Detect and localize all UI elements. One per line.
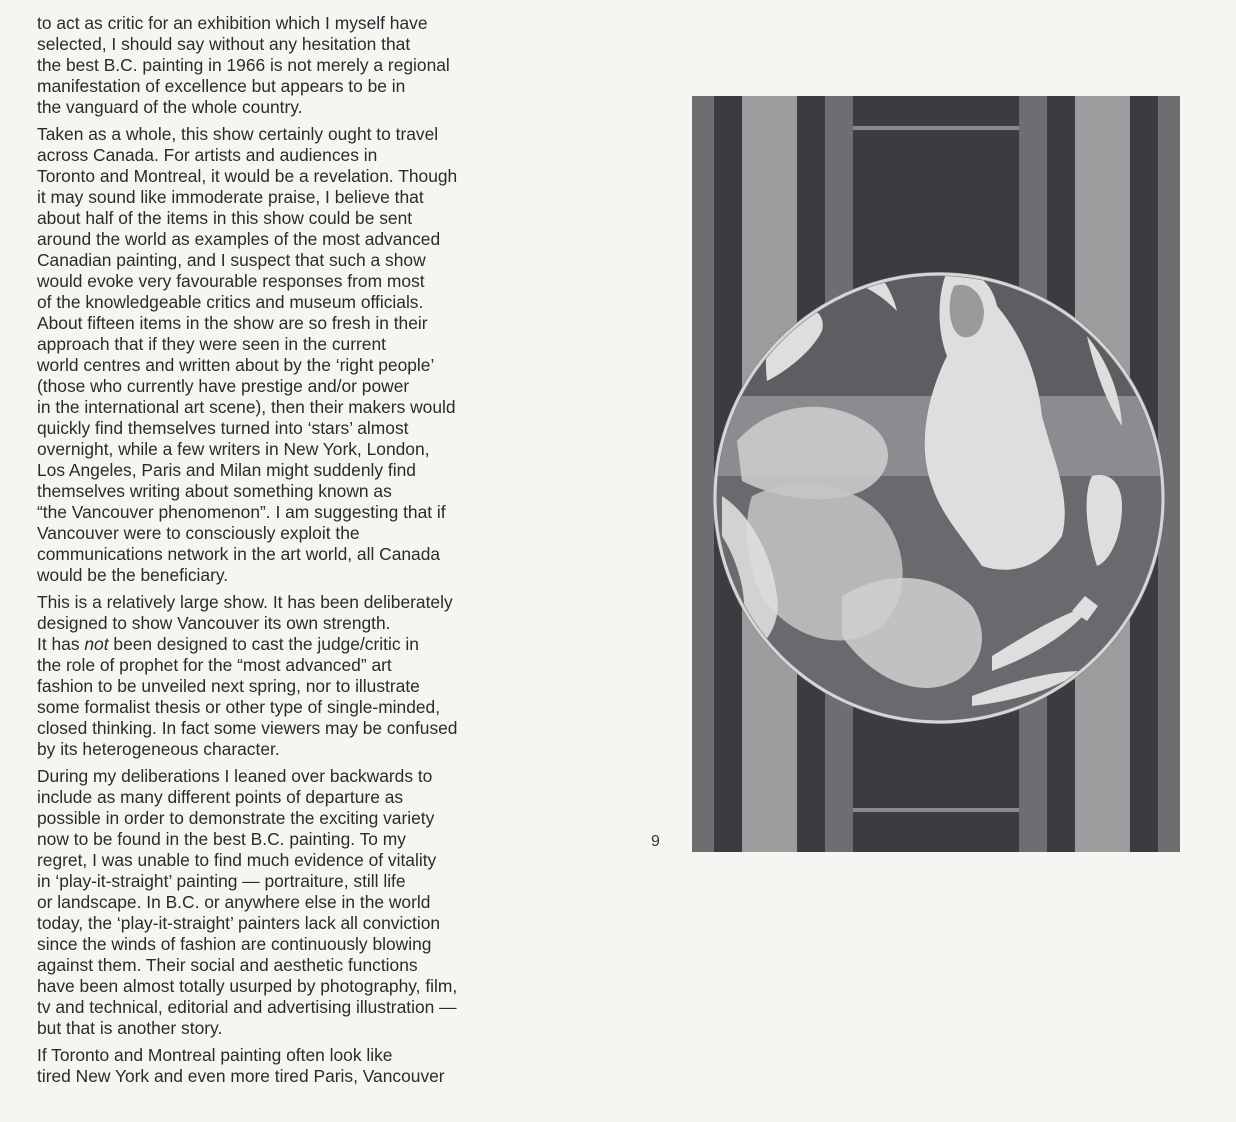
text-line: or landscape. In B.C. or anywhere else in the world — [37, 892, 431, 912]
text-line: It has not been designed to cast the judge/critic in — [37, 634, 419, 654]
text-line: regret, I was unable to find much evidence of vitality — [37, 850, 437, 870]
text-line: today, the ‘play-it-straight’ painters lack all conviction — [37, 913, 441, 933]
text-line: Vancouver were to consciously exploit the — [37, 523, 360, 543]
text-line: Toronto and Montreal, it would be a revelation. Though — [37, 166, 458, 186]
text-line: Canadian painting, and I suspect that such a show — [37, 250, 426, 270]
text-line: “the Vancouver phenomenon”. I am suggesting that if — [37, 502, 446, 522]
text-line: to act as critic for an exhibition which I myself have — [37, 13, 428, 33]
text-line: of the knowledgeable critics and museum officials. — [37, 292, 424, 312]
text-line: overnight, while a few writers in New York, London, — [37, 439, 430, 459]
text-line: world centres and written about by the ‘right people’ — [37, 355, 435, 375]
text-line: quickly find themselves turned into ‘stars’ almost — [37, 418, 409, 438]
text-line: If Toronto and Montreal painting often look like — [37, 1045, 393, 1065]
text-line: closed thinking. In fact some viewers may be confused — [37, 718, 458, 738]
text-line: designed to show Vancouver its own strength. — [37, 613, 391, 633]
text-line: About fifteen items in the show are so fresh in their — [37, 313, 428, 333]
paragraph — [37, 592, 557, 760]
text-line: fashion to be unveiled next spring, nor to illustrate — [37, 676, 420, 696]
text-line: Los Angeles, Paris and Milan might suddenly find — [37, 460, 416, 480]
text-line: themselves writing about something known as — [37, 481, 392, 501]
text-line: During my deliberations I leaned over backwards to — [37, 766, 433, 786]
text-line: (those who currently have prestige and/or power — [37, 376, 410, 396]
text-line: would evoke very favourable responses from most — [37, 271, 425, 291]
text-line: tired New York and even more tired Paris, Vancouver — [37, 1066, 445, 1086]
painting-reproduction — [692, 96, 1180, 852]
text-line: now to be found in the best B.C. painting. To my — [37, 829, 406, 849]
text-line: manifestation of excellence but appears to be in — [37, 76, 406, 96]
text-line: since the winds of fashion are continuously blowing — [37, 934, 432, 954]
text-line: selected, I should say without any hesitation that — [37, 34, 411, 54]
text-line: include as many different points of departure as — [37, 787, 404, 807]
paragraph — [37, 13, 557, 118]
text-line: approach that if they were seen in the current — [37, 334, 386, 354]
text-line: the role of prophet for the “most advanced” art — [37, 655, 392, 675]
text-line: have been almost totally usurped by photography, film, — [37, 976, 458, 996]
text-line: would be the beneficiary. — [37, 565, 229, 585]
text-line: in the international art scene), then their makers would — [37, 397, 456, 417]
paragraph — [37, 124, 557, 586]
text-line: around the world as examples of the most advanced — [37, 229, 441, 249]
text-line: it may sound like immoderate praise, I believe that — [37, 187, 424, 207]
text-line: some formalist thesis or other type of single-minded, — [37, 697, 441, 717]
text-line: across Canada. For artists and audiences in — [37, 145, 378, 165]
paragraph — [37, 1045, 557, 1087]
text-line: tv and technical, editorial and advertising illustration — — [37, 997, 457, 1017]
text-line: by its heterogeneous character. — [37, 739, 280, 759]
text-line: communications network in the art world, all Canada — [37, 544, 441, 564]
article-text — [37, 13, 557, 1093]
text-line: This is a relatively large show. It has been deliberately — [37, 592, 453, 612]
text-line: the best B.C. painting in 1966 is not merely a regional — [37, 55, 450, 75]
text-line: in ‘play-it-straight’ painting — portraiture, still life — [37, 871, 406, 891]
text-line: the vanguard of the whole country. — [37, 97, 303, 117]
paragraph — [37, 766, 557, 1039]
text-line: about half of the items in this show could be sent — [37, 208, 413, 228]
painting-artwork — [692, 96, 1180, 852]
text-line: Taken as a whole, this show certainly ought to travel — [37, 124, 439, 144]
page-number: 9 — [651, 833, 660, 850]
text-line: but that is another story. — [37, 1018, 223, 1038]
text-line: possible in order to demonstrate the exciting variety — [37, 808, 435, 828]
text-line: against them. Their social and aesthetic functions — [37, 955, 418, 975]
